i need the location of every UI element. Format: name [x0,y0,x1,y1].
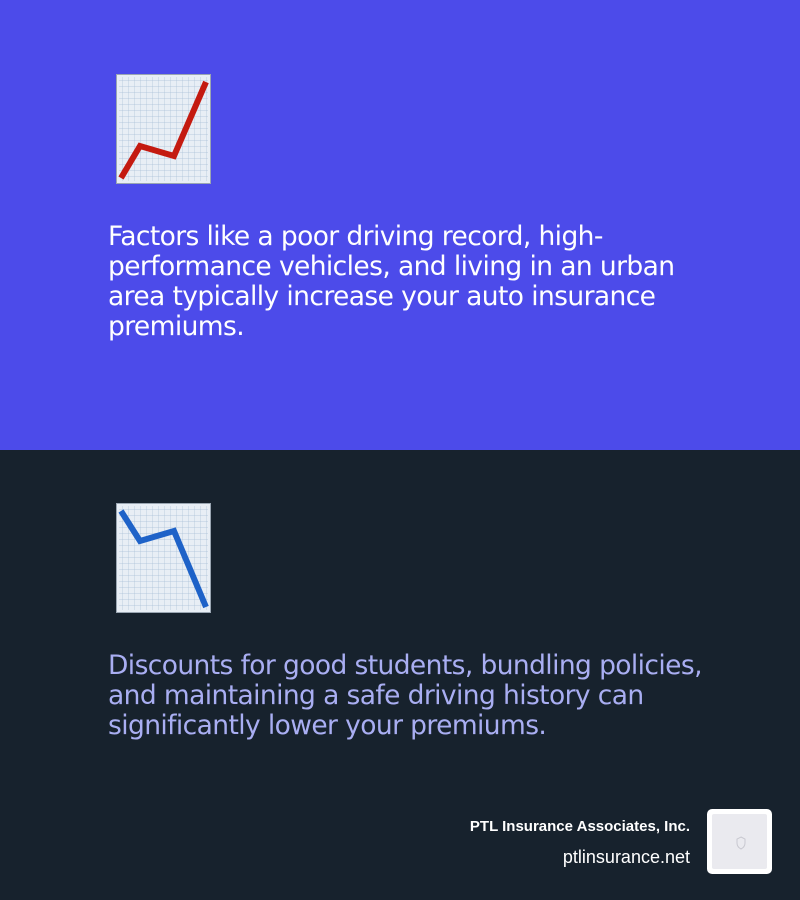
website-link[interactable]: ptlinsurance.net [562,847,690,867]
company-logo-icon [736,836,746,850]
chart-increasing-icon [116,74,211,184]
company-logo [707,809,772,874]
decrease-factors-text: Discounts for good students, bundling policies, and maintaining a safe driving history can significantly lower your premiums. [108,650,702,741]
company-name: PTL Insurance Associates, Inc. [469,818,690,835]
chart-decreasing-icon [116,503,211,613]
increase-factors-text: Factors like a poor driving record, high-performance vehicles, and living in an urban area typically increase your auto insurance premiums. [108,221,675,342]
logo-background [712,814,767,869]
